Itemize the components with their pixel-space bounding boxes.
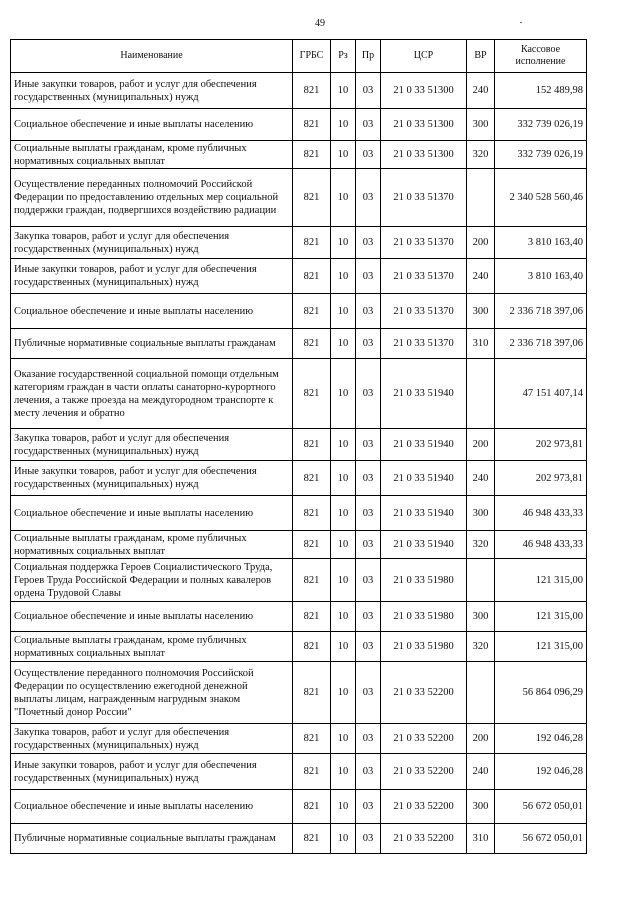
table-row (11, 109, 587, 141)
cell-pr: 03 (356, 141, 381, 169)
cell-name: Иные закупки товаров, работ и услуг для обеспечения государственных (муниципальных) нужд (11, 754, 293, 790)
cell-csr: 21 0 33 51300 (381, 109, 467, 141)
table-row (11, 662, 587, 724)
cell-csr: 21 0 33 52200 (381, 754, 467, 790)
cell-pr: 03 (356, 559, 381, 602)
table-row (11, 602, 587, 632)
page-number: 49 (315, 18, 325, 29)
col-header-pr: Пр (356, 40, 381, 73)
cell-pr: 03 (356, 169, 381, 227)
cell-pr: 03 (356, 602, 381, 632)
table-row (11, 824, 587, 854)
budget-table (10, 39, 587, 854)
table-row (11, 259, 587, 294)
table-body (11, 73, 587, 854)
cell-amount: 121 315,00 (495, 559, 587, 602)
cell-amount: 56 672 050,01 (495, 790, 587, 824)
table-row (11, 724, 587, 754)
cell-grbs: 821 (293, 227, 331, 259)
cell-pr: 03 (356, 227, 381, 259)
cell-grbs: 821 (293, 754, 331, 790)
cell-rz: 10 (331, 724, 356, 754)
cell-pr: 03 (356, 259, 381, 294)
cell-vr: 200 (467, 227, 495, 259)
cell-vr: 300 (467, 109, 495, 141)
table-row (11, 429, 587, 461)
cell-pr: 03 (356, 724, 381, 754)
cell-rz: 10 (331, 531, 356, 559)
cell-csr: 21 0 33 51940 (381, 496, 467, 531)
cell-vr (467, 559, 495, 602)
cell-grbs: 821 (293, 662, 331, 724)
cell-rz: 10 (331, 169, 356, 227)
cell-vr: 310 (467, 824, 495, 854)
cell-name: Социальное обеспечение и иные выплаты населению (11, 109, 293, 141)
cell-name: Социальные выплаты гражданам, кроме публичных нормативных социальных выплат (11, 531, 293, 559)
cell-pr: 03 (356, 359, 381, 429)
cell-csr: 21 0 33 51370 (381, 259, 467, 294)
cell-name: Социальное обеспечение и иные выплаты населению (11, 496, 293, 531)
cell-grbs: 821 (293, 531, 331, 559)
cell-rz: 10 (331, 632, 356, 662)
cell-grbs: 821 (293, 461, 331, 496)
cell-rz: 10 (331, 559, 356, 602)
col-header-vr: ВР (467, 40, 495, 73)
cell-rz: 10 (331, 461, 356, 496)
cell-pr: 03 (356, 496, 381, 531)
cell-csr: 21 0 33 51300 (381, 141, 467, 169)
cell-rz: 10 (331, 790, 356, 824)
cell-pr: 03 (356, 662, 381, 724)
table-row (11, 359, 587, 429)
cell-pr: 03 (356, 329, 381, 359)
cell-csr: 21 0 33 51980 (381, 559, 467, 602)
cell-rz: 10 (331, 227, 356, 259)
cell-csr: 21 0 33 51940 (381, 531, 467, 559)
cell-amount: 202 973,81 (495, 461, 587, 496)
cell-grbs: 821 (293, 632, 331, 662)
cell-grbs: 821 (293, 169, 331, 227)
cell-pr: 03 (356, 461, 381, 496)
cell-amount: 121 315,00 (495, 602, 587, 632)
cell-grbs: 821 (293, 496, 331, 531)
cell-name: Социальное обеспечение и иные выплаты населению (11, 294, 293, 329)
table-row (11, 141, 587, 169)
cell-amount: 332 739 026,19 (495, 109, 587, 141)
cell-vr: 200 (467, 724, 495, 754)
cell-rz: 10 (331, 141, 356, 169)
cell-grbs: 821 (293, 724, 331, 754)
cell-csr: 21 0 33 51370 (381, 329, 467, 359)
cell-vr: 240 (467, 754, 495, 790)
cell-amount: 46 948 433,33 (495, 531, 587, 559)
cell-csr: 21 0 33 51980 (381, 602, 467, 632)
cell-vr (467, 359, 495, 429)
cell-rz: 10 (331, 259, 356, 294)
cell-vr: 240 (467, 73, 495, 109)
cell-grbs: 821 (293, 824, 331, 854)
cell-pr: 03 (356, 824, 381, 854)
cell-grbs: 821 (293, 602, 331, 632)
col-header-grbs: ГРБС (293, 40, 331, 73)
cell-rz: 10 (331, 754, 356, 790)
cell-amount: 152 489,98 (495, 73, 587, 109)
table-row (11, 496, 587, 531)
cell-name: Социальное обеспечение и иные выплаты населению (11, 790, 293, 824)
col-header-name: Наименование (11, 40, 293, 73)
cell-grbs: 821 (293, 790, 331, 824)
cell-rz: 10 (331, 429, 356, 461)
cell-rz: 10 (331, 329, 356, 359)
cell-rz: 10 (331, 496, 356, 531)
cell-name: Закупка товаров, работ и услуг для обеспечения государственных (муниципальных) нужд (11, 724, 293, 754)
cell-csr: 21 0 33 51370 (381, 294, 467, 329)
cell-amount: 3 810 163,40 (495, 227, 587, 259)
cell-rz: 10 (331, 109, 356, 141)
cell-vr (467, 662, 495, 724)
cell-csr: 21 0 33 52200 (381, 662, 467, 724)
cell-vr: 240 (467, 461, 495, 496)
cell-vr: 320 (467, 632, 495, 662)
cell-amount: 47 151 407,14 (495, 359, 587, 429)
col-header-rz: Рз (331, 40, 356, 73)
cell-grbs: 821 (293, 559, 331, 602)
cell-pr: 03 (356, 790, 381, 824)
cell-csr: 21 0 33 52200 (381, 724, 467, 754)
cell-vr: 300 (467, 294, 495, 329)
table-row (11, 169, 587, 227)
cell-amount: 2 340 528 560,46 (495, 169, 587, 227)
cell-name: Осуществление переданного полномочия Российской Федерации по осуществлению ежегодной денежной выплаты лицам, награжденным нагрудным знаком "Почетный донор России" (11, 662, 293, 724)
cell-amount: 56 672 050,01 (495, 824, 587, 854)
cell-name: Социальные выплаты гражданам, кроме публичных нормативных социальных выплат (11, 632, 293, 662)
cell-pr: 03 (356, 73, 381, 109)
scan-speck (520, 22, 522, 23)
cell-name: Иные закупки товаров, работ и услуг для обеспечения государственных (муниципальных) нужд (11, 259, 293, 294)
cell-amount: 2 336 718 397,06 (495, 329, 587, 359)
cell-csr: 21 0 33 51370 (381, 227, 467, 259)
cell-pr: 03 (356, 429, 381, 461)
cell-grbs: 821 (293, 109, 331, 141)
cell-vr: 300 (467, 602, 495, 632)
cell-vr: 300 (467, 496, 495, 531)
cell-grbs: 821 (293, 359, 331, 429)
cell-amount: 3 810 163,40 (495, 259, 587, 294)
table-row (11, 790, 587, 824)
cell-vr: 320 (467, 531, 495, 559)
table-row (11, 754, 587, 790)
cell-pr: 03 (356, 632, 381, 662)
cell-grbs: 821 (293, 73, 331, 109)
cell-pr: 03 (356, 531, 381, 559)
cell-grbs: 821 (293, 329, 331, 359)
cell-csr: 21 0 33 52200 (381, 824, 467, 854)
cell-pr: 03 (356, 294, 381, 329)
cell-amount: 192 046,28 (495, 724, 587, 754)
table-header-row (11, 40, 587, 73)
cell-name: Социальное обеспечение и иные выплаты населению (11, 602, 293, 632)
cell-grbs: 821 (293, 294, 331, 329)
col-header-amount: Кассовое исполнение (495, 40, 587, 73)
cell-amount: 46 948 433,33 (495, 496, 587, 531)
table-row (11, 329, 587, 359)
cell-rz: 10 (331, 294, 356, 329)
cell-pr: 03 (356, 109, 381, 141)
cell-name: Иные закупки товаров, работ и услуг для обеспечения государственных (муниципальных) нужд (11, 461, 293, 496)
cell-vr: 320 (467, 141, 495, 169)
cell-csr: 21 0 33 51300 (381, 73, 467, 109)
cell-pr: 03 (356, 754, 381, 790)
cell-rz: 10 (331, 602, 356, 632)
table-row (11, 461, 587, 496)
cell-name: Оказание государственной социальной помощи отдельным категориям граждан в части оплаты санаторно-курортного лечения, а также проезда на междугородном транспорте к месту лечения и обратно (11, 359, 293, 429)
cell-rz: 10 (331, 73, 356, 109)
cell-grbs: 821 (293, 259, 331, 294)
cell-name: Публичные нормативные социальные выплаты гражданам (11, 329, 293, 359)
cell-vr: 310 (467, 329, 495, 359)
cell-amount: 121 315,00 (495, 632, 587, 662)
cell-name: Социальные выплаты гражданам, кроме публичных нормативных социальных выплат (11, 141, 293, 169)
cell-rz: 10 (331, 824, 356, 854)
cell-vr (467, 169, 495, 227)
table-row (11, 559, 587, 602)
cell-csr: 21 0 33 51940 (381, 461, 467, 496)
cell-csr: 21 0 33 51940 (381, 429, 467, 461)
col-header-csr: ЦСР (381, 40, 467, 73)
cell-name: Закупка товаров, работ и услуг для обеспечения государственных (муниципальных) нужд (11, 429, 293, 461)
table-row (11, 294, 587, 329)
cell-amount: 56 864 096,29 (495, 662, 587, 724)
cell-amount: 192 046,28 (495, 754, 587, 790)
cell-csr: 21 0 33 51370 (381, 169, 467, 227)
cell-grbs: 821 (293, 429, 331, 461)
cell-vr: 300 (467, 790, 495, 824)
cell-name: Закупка товаров, работ и услуг для обеспечения государственных (муниципальных) нужд (11, 227, 293, 259)
table-row (11, 227, 587, 259)
table-row (11, 632, 587, 662)
cell-rz: 10 (331, 359, 356, 429)
cell-amount: 332 739 026,19 (495, 141, 587, 169)
cell-vr: 240 (467, 259, 495, 294)
cell-name: Иные закупки товаров, работ и услуг для обеспечения государственных (муниципальных) нужд (11, 73, 293, 109)
cell-name: Осуществление переданных полномочий Российской Федерации по предоставлению отдельных мер социальной поддержки граждан, подвергшихся воздействию радиации (11, 169, 293, 227)
cell-csr: 21 0 33 52200 (381, 790, 467, 824)
cell-amount: 202 973,81 (495, 429, 587, 461)
cell-rz: 10 (331, 662, 356, 724)
cell-csr: 21 0 33 51940 (381, 359, 467, 429)
cell-name: Публичные нормативные социальные выплаты гражданам (11, 824, 293, 854)
cell-name: Социальная поддержка Героев Социалистического Труда, Героев Труда Российской Федерации и полных кавалеров ордена Трудовой Славы (11, 559, 293, 602)
table-row (11, 531, 587, 559)
table-row (11, 73, 587, 109)
cell-csr: 21 0 33 51980 (381, 632, 467, 662)
cell-vr: 200 (467, 429, 495, 461)
cell-grbs: 821 (293, 141, 331, 169)
cell-amount: 2 336 718 397,06 (495, 294, 587, 329)
